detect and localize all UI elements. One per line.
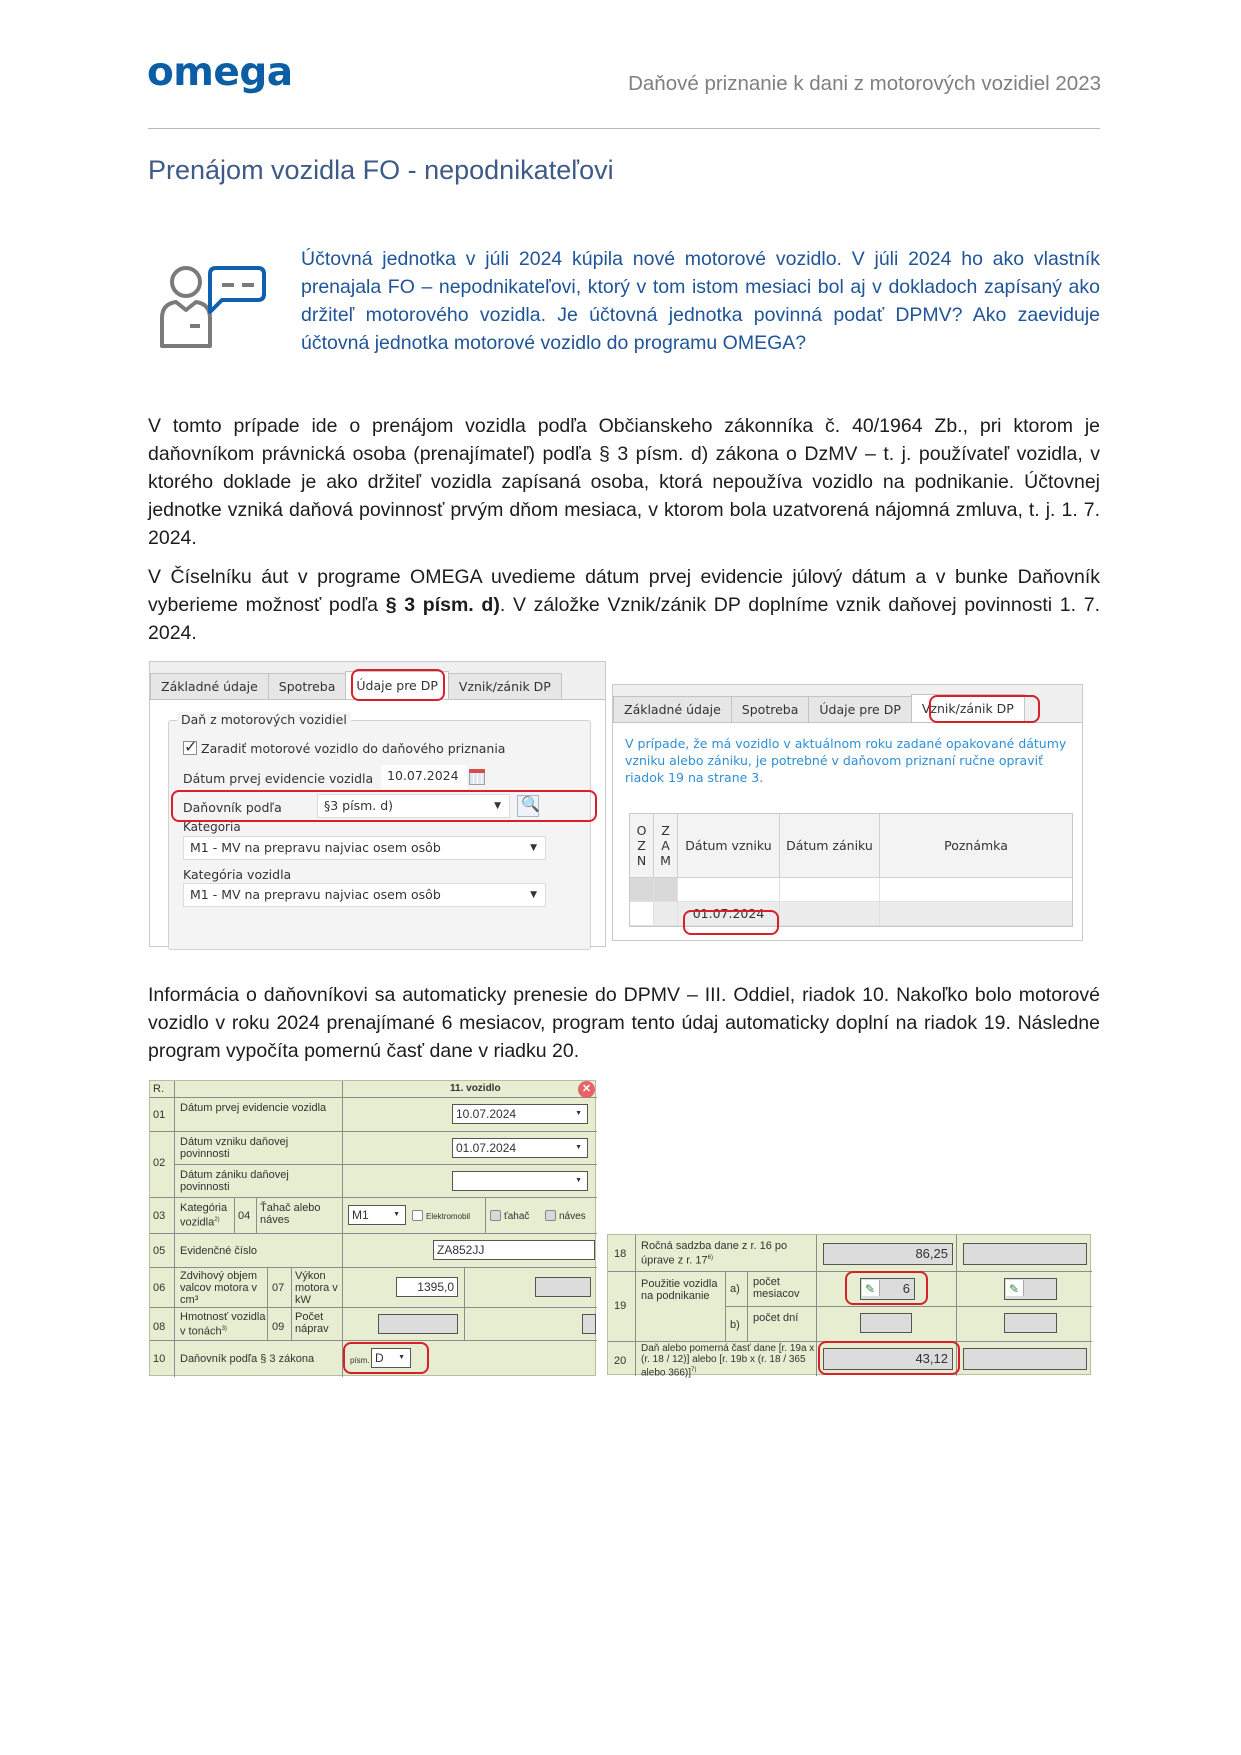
paragraph-text: V Číselníku áut v programe OMEGA uvedieme dátum prvej evidencie júlový dátum a v bunke Daňovník vyberieme možnosť podľa — [148, 566, 1100, 616]
footnote: 3) — [221, 1326, 227, 1332]
grid-line — [635, 1235, 636, 1376]
grid-line — [267, 1267, 268, 1340]
cell[interactable] — [780, 878, 880, 901]
field-value: D — [375, 1351, 384, 1365]
cell — [654, 902, 678, 925]
chevron-down-icon: ▼ — [530, 890, 537, 900]
col-datum-zaniku[interactable]: Dátum zániku — [780, 814, 880, 877]
engine-power-input[interactable] — [535, 1277, 591, 1297]
tab-vznik-zanik-dp[interactable]: Vznik/zánik DP — [911, 694, 1025, 722]
grid-line — [485, 1197, 486, 1233]
tax-form-vehicle — [149, 1080, 596, 1376]
tax-form-calculation — [607, 1234, 1091, 1379]
chevron-down-icon: ▼ — [530, 843, 537, 853]
row-num: 01 — [153, 1109, 166, 1121]
col-poznamka[interactable]: Poznámka — [944, 838, 1008, 853]
annual-rate-input[interactable]: 86,25 — [823, 1243, 953, 1265]
row-label — [180, 1202, 236, 1229]
paragraph-bold: § 3 písm. d) — [385, 594, 500, 616]
row-num: 09 — [272, 1321, 285, 1333]
first-registration-date-input[interactable]: 10.07.2024 — [381, 765, 467, 789]
grid-line — [174, 1081, 175, 1377]
document-header-title: Daňové priznanie k dani z motorových vozidiel 2023 — [628, 72, 1101, 95]
grid-line — [174, 1164, 597, 1165]
tab-spotreba[interactable]: Spotreba — [268, 673, 347, 699]
close-icon[interactable]: ✕ — [578, 1081, 595, 1098]
highlight-taxpayer — [343, 1342, 429, 1374]
vehicle-category-label: Kategória vozidla — [183, 867, 292, 882]
grid-line — [150, 1197, 597, 1198]
row-label: počet mesiacov — [753, 1276, 800, 1300]
chevron-down-icon: ▼ — [494, 801, 501, 811]
tab-udaje-pre-dp[interactable]: Údaje pre DP — [808, 696, 912, 722]
highlight-tax — [818, 1341, 960, 1375]
highlight-taxpayer-row — [171, 790, 597, 822]
vehicle-weight-input[interactable] — [378, 1314, 458, 1334]
days-input[interactable] — [860, 1313, 912, 1333]
annual-rate-input-2[interactable] — [963, 1243, 1087, 1265]
category-value: M1 - MV na prepravu najviac osem osôb — [190, 840, 441, 855]
row-num: 07 — [272, 1282, 285, 1294]
tax-start-date-select[interactable] — [452, 1138, 588, 1158]
cell-datum-vzniku[interactable]: 01.07.2024 — [678, 902, 780, 925]
grid-line — [150, 1307, 597, 1308]
chevron-down-icon: ▼ — [575, 1110, 582, 1117]
row-header-r: R. — [153, 1083, 164, 1095]
paragraph-explanation: V tomto prípade ide o prenájom vozidla podľa Občianskeho zákonníka č. 40/1964 Zb., pri ktorom je daňovníkom právnická osoba (prenajímateľ) podľa § 3 písm. d) zákona o DzMV – t. j. používateľ vozidla, v ktorého doklade je ako držiteľ vozidla zapísaná osoba, ktorá nepoužíva vozidlo na podnikanie. Účtovnej jednotke vzniká daňová povinnosť prvým dňom mesiaca, v ktorom bola uzatvorená nájomná zmluva, t. j. 1. 7. 2024. — [148, 415, 1100, 549]
footnote: 6) — [707, 1255, 713, 1261]
cell — [630, 902, 654, 925]
label-text: Kategória vozidla — [180, 1202, 228, 1229]
tab-spotreba[interactable]: Spotreba — [731, 696, 810, 722]
cell[interactable] — [780, 902, 880, 925]
tractor-checkbox[interactable] — [490, 1210, 529, 1223]
row-label: počet dní — [753, 1312, 799, 1324]
row-label: Použitie vozidla na podnikanie — [641, 1278, 718, 1302]
page-title: Prenájom vozidla FO - nepodnikateľovi — [148, 155, 614, 185]
taxpayer-label: Daňovník podľa — [183, 800, 282, 815]
grid-line — [464, 1267, 465, 1340]
grid-line — [725, 1306, 1092, 1307]
sub-label: b) — [730, 1319, 740, 1331]
checkbox-label: Elektromobil — [426, 1212, 471, 1221]
table-row[interactable] — [630, 878, 1072, 902]
category-select[interactable] — [183, 836, 546, 860]
tab-zakladne-udaje[interactable]: Základné údaje — [613, 696, 732, 722]
paragraph-summary: Informácia o daňovníkovi sa automaticky prenesie do DPMV – III. Oddiel, riadok 10. Nakoľko bolo motorové vozidlo v roku 2024 prenajímané 6 mesiacov, program tento údaj automaticky doplní na riadok 19. Následne program vypočíta pomernú časť dane v riadku 20. — [148, 984, 1100, 1062]
row-num: 10 — [153, 1353, 166, 1365]
row-num: 20 — [614, 1355, 627, 1367]
tax-amount-input[interactable]: 43,12 — [823, 1348, 953, 1370]
calendar-icon[interactable] — [469, 769, 485, 785]
row-num: 03 — [153, 1210, 166, 1222]
electromobile-checkbox[interactable] — [412, 1210, 470, 1223]
grid-line — [150, 1340, 597, 1341]
footnote: 7) — [691, 1367, 697, 1373]
highlight-active-tab — [351, 669, 445, 701]
chevron-down-icon: ▼ — [575, 1144, 582, 1151]
cell[interactable] — [880, 902, 1072, 925]
group-title: Daň z motorových vozidiel — [177, 712, 351, 727]
label-text: Daň alebo pomerná časť dane [r. 19a x (r. 18 / 12)] alebo [r. 19b x (r. 18 / 365 alebo 366)] — [641, 1343, 815, 1379]
include-checkbox-row[interactable] — [183, 741, 505, 756]
checkbox-checked-icon[interactable] — [183, 741, 197, 755]
checkbox-label: Zaradiť motorové vozidlo do daňového priznania — [201, 741, 506, 756]
row-label: Dátum zániku daňovej povinnosti — [180, 1169, 289, 1193]
row-label: Zdvihový objem valcov motora v cm³ — [180, 1270, 258, 1306]
highlight-date — [683, 910, 779, 935]
sub-label: a) — [730, 1283, 740, 1295]
row-num: 06 — [153, 1282, 166, 1294]
grid-line — [256, 1197, 257, 1233]
highlight-months — [845, 1271, 928, 1305]
label-text: Ročná sadzba dane z r. 16 po úprave z r. 17 — [641, 1240, 788, 1267]
chevron-down-icon: ▼ — [575, 1177, 582, 1184]
row-label: Daňovník podľa § 3 zákona — [180, 1353, 315, 1365]
engine-volume-input[interactable]: 1395,0 — [396, 1277, 458, 1297]
chevron-down-icon: ▼ — [393, 1211, 400, 1218]
header-divider — [148, 128, 1100, 129]
cell[interactable] — [880, 878, 1072, 901]
vehicle-category-select[interactable] — [183, 883, 546, 907]
vehicle-category-value: M1 - MV na prepravu najviac osem osôb — [190, 887, 441, 902]
cell — [630, 878, 654, 901]
grid-line — [150, 1233, 597, 1234]
checkbox-icon[interactable] — [412, 1210, 423, 1221]
checkbox-icon[interactable] — [490, 1210, 501, 1221]
tab-udaje-pre-dp[interactable]: Údaje pre DP — [345, 671, 449, 699]
date-label: Dátum prvej evidencie vozidla — [183, 771, 374, 786]
trailer-checkbox[interactable] — [545, 1210, 586, 1223]
screenshot-vznik-zanik-dp — [612, 684, 1083, 941]
row-label: Výkon motora v kW — [295, 1270, 338, 1306]
taxpayer-value: §3 písm. d) — [324, 798, 394, 813]
row-label — [180, 1311, 266, 1338]
tab-panel — [613, 722, 1082, 940]
tab-panel — [150, 699, 605, 946]
vehicle-header: 11. vozidlo — [450, 1083, 501, 1094]
grid-header — [630, 814, 1072, 878]
cell[interactable] — [678, 878, 780, 901]
letter-prefix: písm. — [350, 1356, 370, 1365]
checkbox-label: náves — [559, 1211, 586, 1222]
registration-number-input[interactable]: ZA852JJ — [433, 1240, 595, 1260]
search-document-icon: 🔍 — [521, 795, 540, 813]
row-label — [641, 1240, 811, 1267]
row-label: Dátum vzniku daňovej povinnosti — [180, 1136, 289, 1160]
row-num: 08 — [153, 1321, 166, 1333]
months-input-2[interactable] — [1004, 1278, 1057, 1300]
auto-fill-icon[interactable] — [1006, 1280, 1024, 1296]
field-value: M1 — [352, 1208, 369, 1222]
row-num: 19 — [614, 1300, 627, 1312]
col-datum-vzniku[interactable]: Dátum vzniku — [678, 814, 780, 877]
row-label: Počet náprav — [295, 1311, 329, 1335]
row-label: Evidenčné číslo — [180, 1245, 258, 1257]
row-label — [641, 1343, 816, 1378]
grid-line — [150, 1097, 597, 1098]
tax-group — [168, 712, 591, 950]
tax-amount-input-2[interactable] — [963, 1348, 1087, 1370]
checkbox-label: ťahač — [504, 1211, 530, 1222]
tab-vznik-zanik-dp[interactable]: Vznik/zánik DP — [448, 673, 562, 699]
days-input-2[interactable] — [1004, 1313, 1057, 1333]
paragraph-text: . V záložke Vznik/zánik DP doplníme vznik daňovej povinnosti 1. 7. 2024. — [148, 594, 1100, 644]
row-label: Dátum prvej evidencie vozidla — [180, 1102, 327, 1114]
tax-end-date-select[interactable] — [452, 1171, 588, 1191]
omega-logo: omega — [147, 50, 293, 95]
person-chat-icon — [158, 260, 270, 350]
col-zam[interactable]: Z A M — [654, 814, 678, 877]
row-num: 04 — [238, 1210, 251, 1222]
highlight-active-tab — [929, 695, 1040, 723]
footnote: 2) — [214, 1217, 220, 1223]
checkbox-icon[interactable] — [545, 1210, 556, 1221]
grid-line — [291, 1267, 292, 1340]
info-note: V prípade, že má vozidlo v aktuálnom roku zadané opakované dátumy vzniku alebo zániku, je potrebné v daňovom priznaní ručne opraviť riadok 19 na strane 3. — [625, 736, 1067, 785]
paragraph-instructions — [148, 563, 1100, 647]
row-num: 02 — [153, 1157, 166, 1169]
grid-line — [150, 1267, 597, 1268]
cell — [654, 878, 678, 901]
axles-input[interactable] — [582, 1314, 596, 1334]
category-select[interactable] — [348, 1205, 406, 1225]
field-value: 10.07.2024 — [456, 1107, 517, 1121]
grid-line — [150, 1131, 597, 1132]
field-value: 6 — [902, 1281, 910, 1296]
label-text: Hmotnosť vozidla v tonách — [180, 1311, 266, 1338]
row-label: Ťahač alebo náves — [260, 1202, 321, 1226]
tab-zakladne-udaje[interactable]: Základné údaje — [150, 673, 269, 699]
screenshot-udaje-pre-dp — [149, 661, 606, 947]
row-num: 05 — [153, 1245, 166, 1257]
row-num: 18 — [614, 1248, 627, 1260]
first-registration-date-select[interactable] — [452, 1104, 588, 1124]
col-ozn[interactable]: O Z N — [630, 814, 654, 877]
chevron-down-icon: ▼ — [398, 1354, 405, 1361]
question-text: Účtovná jednotka v júli 2024 kúpila nové motorové vozidlo. V júli 2024 ho ako vlastník prenajala FO – nepodnikateľovi, ktorý v tom istom mesiaci bol aj v dokladoch zapísaný ako držiteľ motorového vozidla. Je účtovná jednotka povinná podať DPMV? Ako zaeviduje účtovná jednotka motorové vozidlo do programu OMEGA? — [301, 248, 1100, 354]
category-label: Kategoria — [183, 820, 241, 834]
field-value: 01.07.2024 — [456, 1141, 517, 1155]
